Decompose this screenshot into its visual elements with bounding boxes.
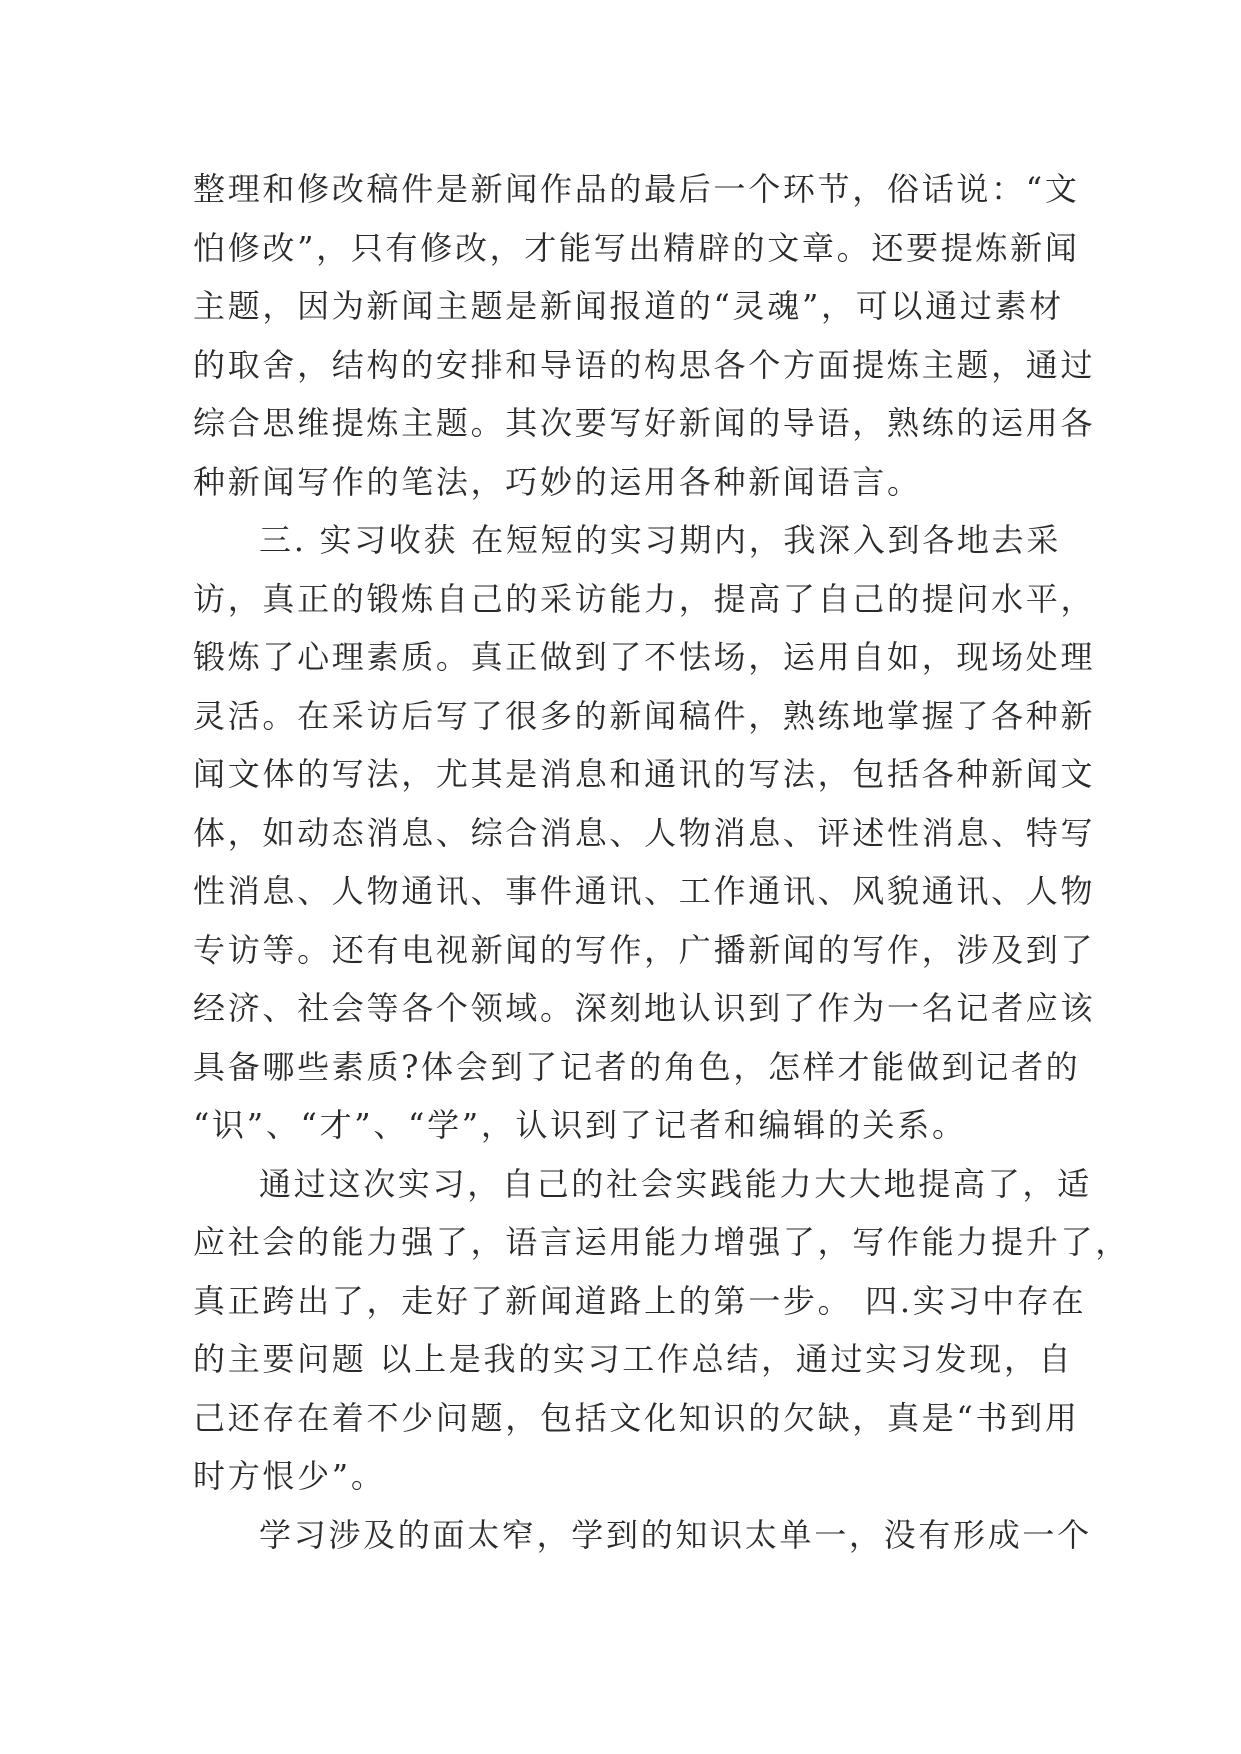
text-line: 经济、社会等各个领域。深刻地认识到了作为一名记者应该 [193,989,1096,1027]
text-line: 通过这次实习，自己的社会实践能力大大地提高了，适 [259,1164,1092,1203]
document-body-text [193,160,1130,1564]
text-line: 学习涉及的面太窄，学到的知识太单一，没有形成一个 [259,1515,1092,1554]
text-line: 闻文体的写法，尤其是消息和通讯的写法，包括各种新闻文 [193,755,1096,793]
text-line: 怕修改”，只有修改，才能写出精辟的文章。还要提炼新闻 [193,228,1080,267]
text-line: 应社会的能力强了，语言运用能力增强了，写作能力提升了， [193,1223,1130,1261]
text-line: 整理和修改稿件是新闻作品的最后一个环节，俗话说：“文 [193,170,1080,208]
text-line: 主题，因为新闻主题是新闻报道的“灵魂”，可以通过素材 [193,287,1064,325]
text-line: 真正跨出了，走好了新闻道路上的第一步。 四.实习中存在 [193,1281,1087,1320]
text-line: 访，真正的锻炼自己的采访能力，提高了自己的提问水平， [193,579,1096,618]
text-line: 的主要问题 以上是我的实习工作总结，通过实习发现，自 [193,1340,1074,1378]
text-line: 三. 实习收获 在短短的实习期内，我深入到各地去采 [259,521,1062,559]
text-line: 具备哪些素质?体会到了记者的角色，怎样才能做到记者的 [193,1047,1081,1086]
text-line: 体，如动态消息、综合消息、人物消息、评述性消息、特写 [193,813,1096,852]
text-line: 的取舍，结构的安排和导语的构思各个方面提炼主题，通过 [193,345,1096,384]
text-line: 己还存在着不少问题，包括文化知识的欠缺，真是“书到用 [193,1398,1080,1437]
text-line: 综合思维提炼主题。其次要写好新闻的导语，熟练的运用各 [193,404,1096,442]
text-line: 种新闻写作的笔法，巧妙的运用各种新闻语言。 [193,462,922,501]
text-line: 灵活。在采访后写了很多的新闻稿件，熟练地掌握了各种新 [193,696,1096,735]
text-line: 专访等。还有电视新闻的写作，广播新闻的写作，涉及到了 [193,930,1096,969]
text-line: 锻炼了心理素质。真正做到了不怯场，运用自如，现场处理 [193,638,1096,676]
text-line: 时方恨少”。 [193,1457,386,1495]
text-line: 性消息、人物通讯、事件通讯、工作通讯、风貌通讯、人物 [193,872,1096,910]
text-line: “识”、“才”、“学”，认识到了记者和编辑的关系。 [193,1106,967,1144]
